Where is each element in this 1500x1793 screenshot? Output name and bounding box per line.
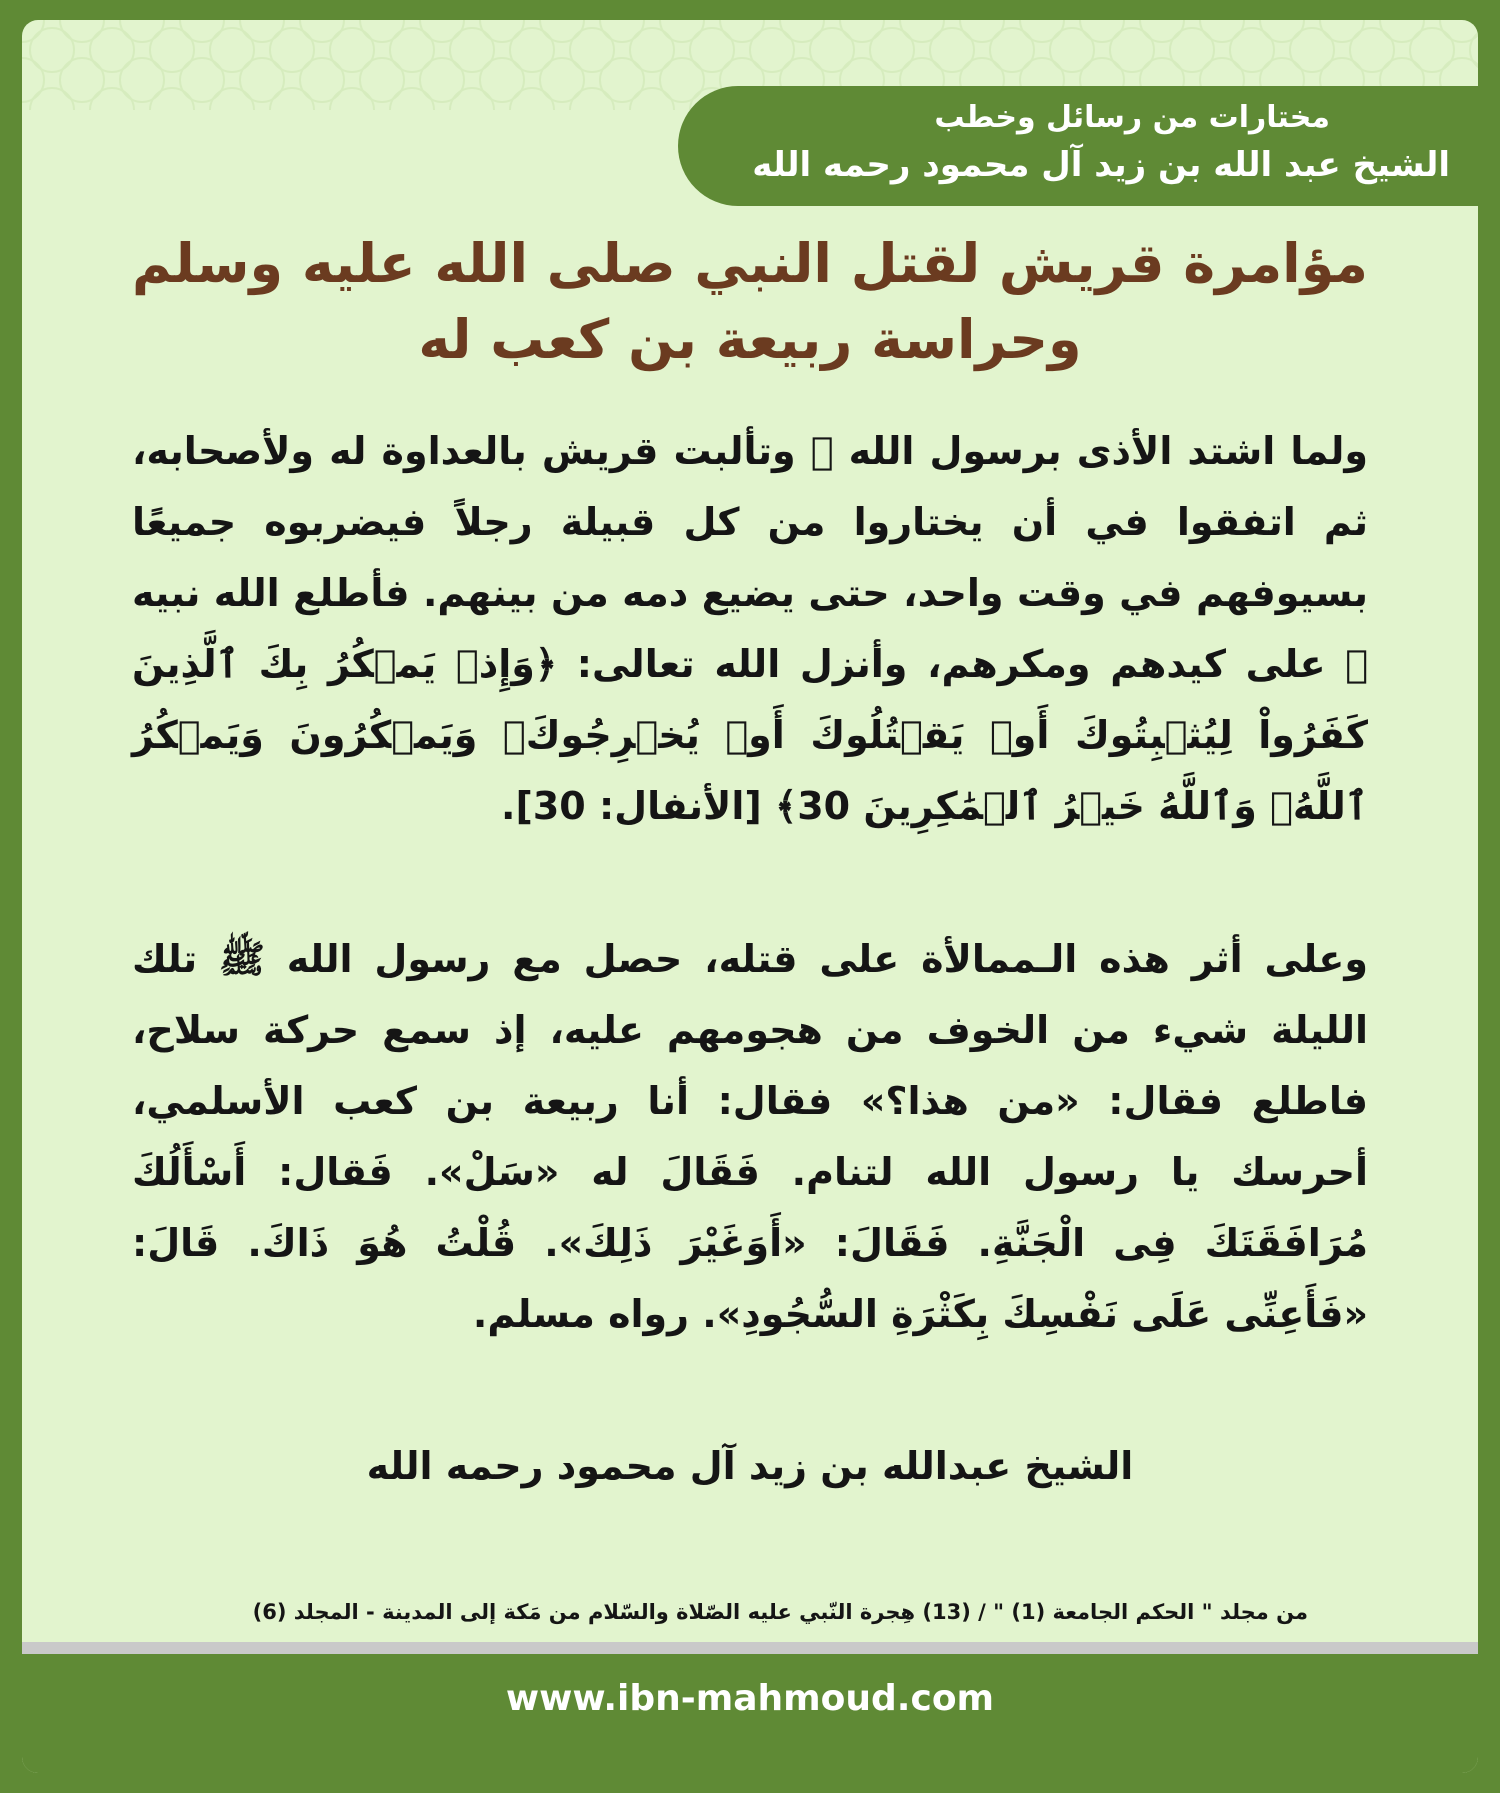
article-title (102, 226, 1398, 378)
divider (22, 1642, 1478, 1654)
paragraph: ولما اشتد الأذى برسول الله ﷺ وتألبت قريش بالعداوة له ولأصحابه، ثم اتفقوا في أن يختاروا من كل قبيلة رجلاً فيضربوه جميعًا بسيوفهم في وقت واحد، حتى يضيع دمه من بينهم. فأطلع الله نبيه ﷺ على كيدهم ومكرهم، وأنزل الله تعالى: ﴿وَإِذۡ يَمۡكُرُ بِكَ ٱلَّذِينَ كَفَرُواْ لِيُثۡبِتُوكَ أَوۡ يَقۡتُلُوكَ أَوۡ يُخۡرِجُوكَۚ وَيَمۡكُرُونَ وَيَمۡكُرُ ٱللَّهُۖ وَٱللَّهُ خَيۡرُ ٱلۡمَٰكِرِينَ 30﴾ [الأنفال: 30]. (132, 429, 1368, 828)
series-title: مختارات من رسائل وخطب (934, 100, 1330, 135)
series-banner (678, 86, 1478, 206)
signature: الشيخ عبدالله بن زيد آل محمود رحمه الله (366, 1444, 1134, 1488)
footer (22, 1654, 1478, 1773)
website-link[interactable]: www.ibn-mahmoud.com (505, 1678, 995, 1719)
paragraph: وعلى أثر هذه الـممالأة على قتله، حصل مع رسول الله ﷺ تلك الليلة شيء من الخوف من هجومهم عليه، إذ سمع حركة سلاح، فاطلع فقال: «من هذا؟» فقال: أنا ربيعة بن كعب الأسلمي، أحرسك يا رسول الله لتنام. فَقَالَ له «سَلْ». فَقال: أَسْأَلُكَ مُرَافَقَتَكَ فِى الْجَنَّةِ. فَقَالَ: «أَوَغَيْرَ ذَلِكَ». قُلْتُ هُوَ ذَاكَ. قَالَ: «فَأَعِنِّى عَلَى نَفْسِكَ بِكَثْرَةِ السُّجُودِ». رواه مسلم. (132, 937, 1368, 1336)
source-citation: من مجلد " الحكم الجامعة (1) " / (13) هِجرة النّبي عليه الصّلاة والسّلام من مَكة إلى المدينة - المجلد (6) (252, 1600, 1308, 1624)
card (22, 20, 1478, 1773)
title-line-1: مؤامرة قريش لقتل النبي صلى الله عليه وسلم (132, 232, 1368, 295)
series-author: الشيخ عبد الله بن زيد آل محمود رحمه الله (752, 145, 1450, 185)
title-line-2: وحراسة ربيعة بن كعب له (418, 308, 1082, 371)
